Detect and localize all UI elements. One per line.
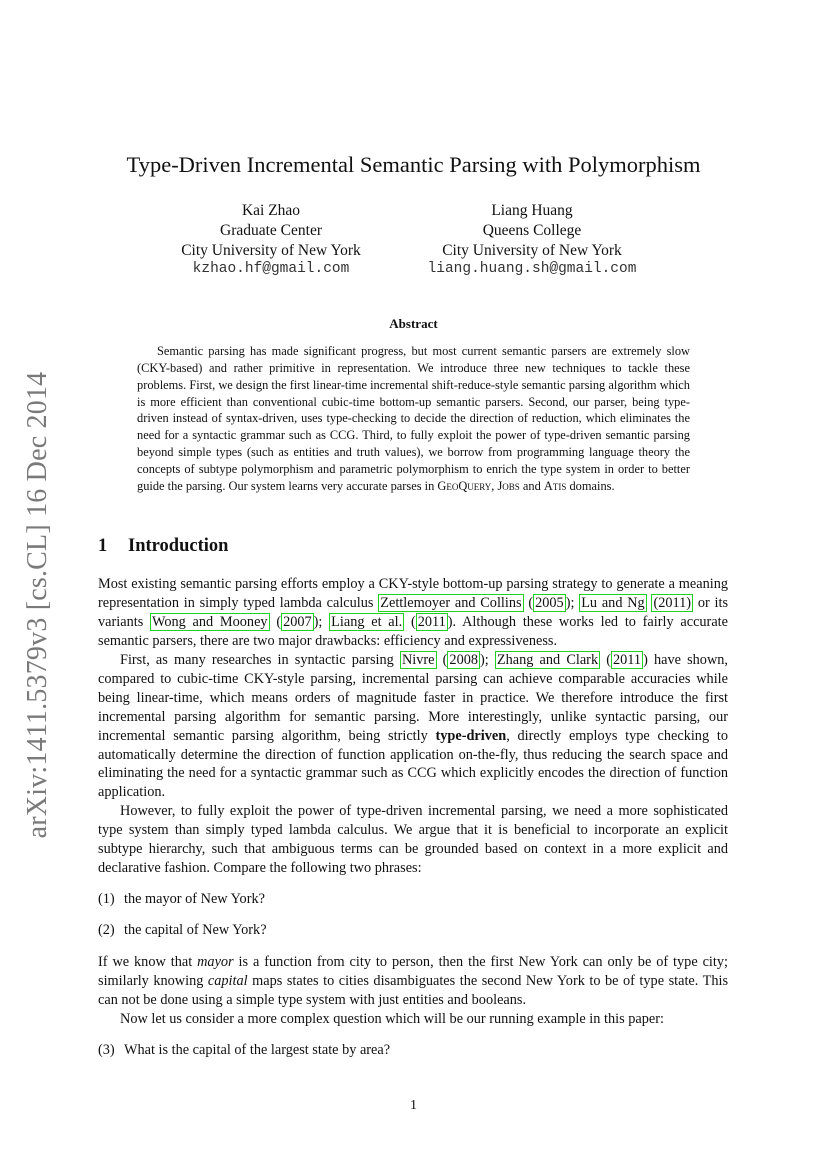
author-name: Kai Zhao: [241, 202, 301, 219]
paragraph-text: (: [269, 613, 282, 630]
paragraph-text: (: [600, 652, 611, 668]
italic-term: mayor: [197, 954, 234, 970]
example-number: (1): [98, 891, 115, 907]
paragraph-text: or its variants: [98, 594, 729, 630]
example-item: [98, 921, 267, 940]
paragraph-text: ). Although these works led to fairly accurate semantic parsers, there are two major drawbacks: efficiency and expressiveness.: [98, 613, 728, 649]
author-block-2: [408, 201, 656, 280]
paragraph-text: (: [436, 652, 448, 668]
paragraph-text: (: [404, 613, 416, 630]
author-name: Liang Huang: [491, 202, 573, 219]
abstract-separator: and: [519, 478, 544, 493]
citation-link[interactable]: 2007: [283, 613, 312, 630]
arxiv-sidebar: [18, 368, 58, 842]
citation-link[interactable]: Liang et al.: [331, 613, 403, 630]
citation-link[interactable]: (2011): [653, 594, 692, 611]
domain-geoquery: GeoQuery: [437, 478, 492, 493]
abstract-text: Semantic parsing has made significant progress, but most current semantic parsers are extremely slow (CKY-based) and rather primitive in representation. We introduce three new techniques to tackle these problems. First, we design the first linear-time incremental shift-reduce-style semantic parsing algorithm which is more efficient than conventional cubic-time bottom-up semantic parsers. Second, our parser, being type-driven instead of syntax-driven, uses type-checking to decide the direction of reduction, which eliminates the need for a syntactic grammar such as CCG. Third, to fully exploit the power of type-driven semantic parsing beyond simple types (such as entities and truth values), we borrow from programming language theory the concepts of subtype polymorphism and parametric polymorphism to enrich the type system in order to better guide the parsing. Our system learns very accurate parses in: [137, 344, 690, 493]
intro-paragraph-3: However, to fully exploit the power of type-driven incremental parsing, we need a more sophisticated type system than simply typed lambda calculus. We argue that it is beneficial to incorporate an explicit subtype hierarchy, such that ambiguous terms can be grounded based on context in a more explicit and declarative fashion. Compare the following two phrases:: [98, 803, 728, 876]
arxiv-identifier: arXiv:1411.5379v3 [cs.CL] 16 Dec 2014: [22, 371, 53, 839]
paper-title: Type-Driven Incremental Semantic Parsing with Polymorphism: [126, 152, 701, 177]
section-number: 1: [98, 536, 108, 556]
citation-link[interactable]: Zhang and Clark: [496, 652, 599, 668]
paragraph-text: );: [565, 594, 580, 611]
paragraph-text: , directly employs type checking to automatically determine the direction of function application on-the-fly, thus reducing the search space and eliminating the need for a syntactic grammar such as CCG which explicitly encodes the direction of function application.: [98, 727, 728, 801]
intro-paragraph-4: [98, 953, 728, 1010]
paragraph-text: is a function from city to person, then the first New York can only be of type city; similarly knowing: [98, 954, 728, 989]
abstract-text-end: domains.: [566, 478, 615, 493]
paragraph-text: );: [480, 652, 495, 668]
paragraph-text: );: [313, 613, 330, 630]
author-email[interactable]: liang.huang.sh@gmail.com: [427, 261, 637, 278]
example-text: the capital of New York?: [124, 922, 267, 938]
example-item: [98, 1041, 390, 1060]
abstract-separator: ,: [491, 478, 498, 493]
citation-link[interactable]: Wong and Mooney: [152, 613, 268, 630]
section-title: Introduction: [128, 536, 229, 556]
bold-term: type-driven: [435, 727, 507, 744]
citation-link[interactable]: Lu and Ng: [581, 594, 645, 611]
intro-paragraph-2: [98, 651, 728, 802]
abstract-body: [137, 343, 690, 495]
author-email[interactable]: kzhao.hf@gmail.com: [192, 261, 350, 278]
abstract-heading: Abstract: [389, 316, 438, 331]
author-affiliation: Queens College: [482, 221, 582, 239]
domain-atis: Atis: [543, 478, 567, 493]
citation-link[interactable]: 2011: [613, 652, 642, 668]
example-item: [98, 890, 265, 909]
author-block-1: [152, 201, 390, 280]
author-institution: City University of New York: [442, 241, 622, 259]
author-institution: City University of New York: [181, 241, 361, 259]
intro-paragraph-5: Now let us consider a more complex question which will be our running example in this paper:: [120, 1011, 664, 1027]
paragraph-text: First, as many researches in syntactic parsing: [120, 652, 400, 668]
example-number: (2): [98, 922, 115, 938]
citation-link[interactable]: 2008: [449, 652, 479, 668]
citation-link[interactable]: Nivre: [401, 652, 435, 668]
example-text: the mayor of New York?: [124, 891, 265, 907]
paragraph-text: maps states to cities disambiguates the second New York to be of type state. This can not be done using a simple type system with just entities and booleans.: [98, 972, 729, 1008]
citation-link[interactable]: 2011: [417, 613, 446, 630]
example-number: (3): [98, 1042, 115, 1058]
author-affiliation: Graduate Center: [220, 221, 322, 239]
citation-link[interactable]: Zettlemoyer and Collins: [380, 594, 522, 611]
section-heading: [98, 536, 228, 557]
paragraph-text: Most existing semantic parsing efforts employ a CKY-style bottom-up parsing strategy to generate a meaning representation in simply typed lambda calculus: [98, 576, 728, 611]
paragraph-text: ) have shown, compared to cubic-time CKY-style parsing, incremental parsing can achieve comparable accuracies while being linear-time, which means orders of magnitude faster in practice. We therefore introduce the first incremental parsing algorithm for semantic parsing. More interestingly, unlike syntactic parsing, our incremental semantic parsing algorithm, being strictly: [98, 652, 729, 744]
italic-term: capital: [207, 972, 248, 989]
example-text: What is the capital of the largest state by area?: [124, 1042, 391, 1058]
citation-link[interactable]: 2005: [535, 594, 564, 611]
page-number: 1: [410, 1098, 417, 1113]
paragraph-text: (: [523, 594, 534, 611]
intro-paragraph-1: [98, 575, 728, 651]
domain-jobs: Jobs: [497, 478, 520, 493]
paragraph-text: If we know that: [98, 954, 198, 970]
